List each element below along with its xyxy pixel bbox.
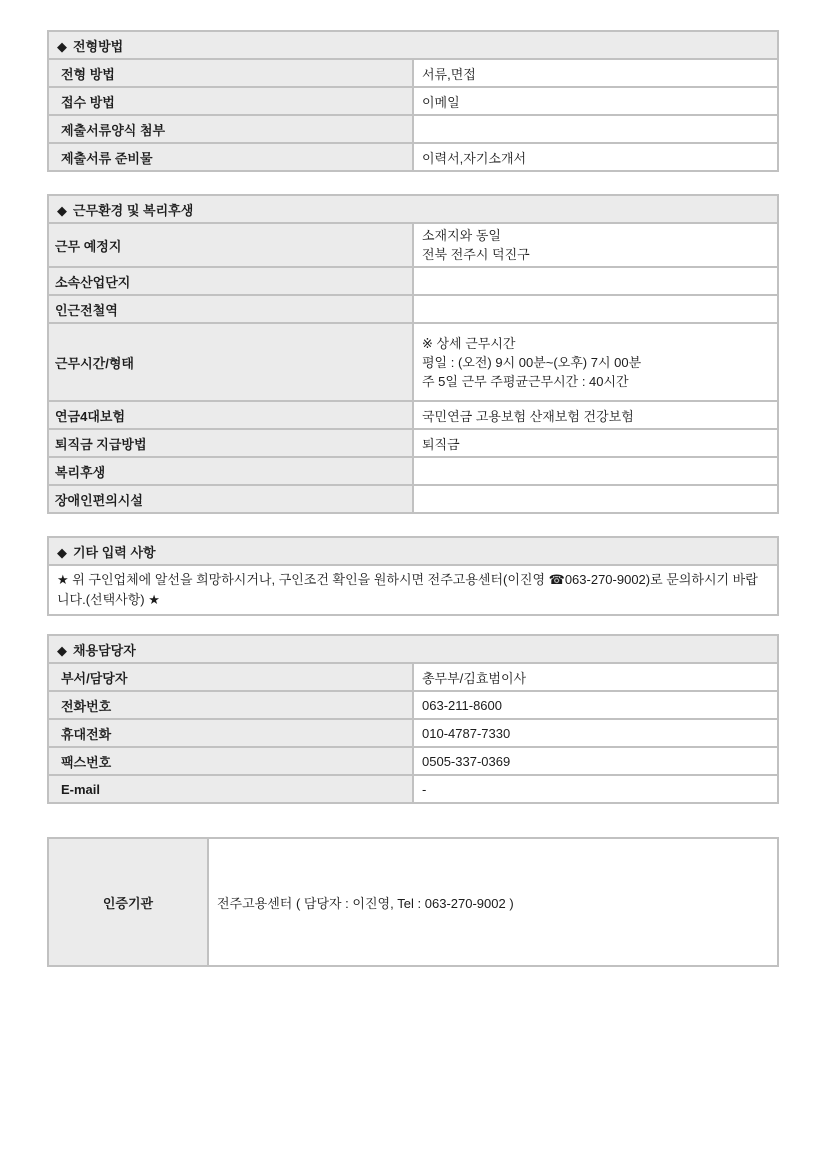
row-value [413, 267, 778, 295]
section-header-row [48, 31, 778, 59]
row-value [413, 323, 778, 401]
row-label: 퇴직금 지급방법 [48, 429, 413, 457]
row-value [413, 485, 778, 513]
table-row [48, 691, 778, 719]
row-value: 이력서,자기소개서 [413, 143, 778, 171]
section-header-row [48, 537, 778, 565]
value-line: ※ 상세 근무시간 [422, 335, 516, 351]
certification-table [47, 837, 779, 967]
row-value: 이메일 [413, 87, 778, 115]
diamond-bullet-icon: ◆ [57, 202, 67, 218]
diamond-bullet-icon: ◆ [57, 38, 67, 54]
section-header [48, 537, 778, 565]
note-text: ★ 위 구인업체에 알선을 희망하시거나, 구인조건 확인을 원하시면 전주고용센터(이진영 ☎063-270-9002)로 문의하시기 바랍니다.(선택사항) ★ [48, 565, 778, 615]
row-value: 퇴직금 [413, 429, 778, 457]
row-value: 063-211-8600 [413, 691, 778, 719]
value-line: 주 5일 근무 주평균근무시간 : 40시간 [422, 373, 629, 389]
work-environment-table [47, 194, 779, 514]
row-label: 근무 예정지 [48, 223, 413, 267]
row-value [413, 115, 778, 143]
row-label: 인근전철역 [48, 295, 413, 323]
diamond-bullet-icon: ◆ [57, 642, 67, 658]
row-label: 소속산업단지 [48, 267, 413, 295]
table-row [48, 295, 778, 323]
row-label: 접수 방법 [48, 87, 413, 115]
section-header-row [48, 195, 778, 223]
row-label: 전형 방법 [48, 59, 413, 87]
row-value: - [413, 775, 778, 803]
table-row [48, 838, 778, 966]
section-header [48, 195, 778, 223]
row-label: 제출서류양식 첨부 [48, 115, 413, 143]
section-title: 기타 입력 사항 [73, 544, 156, 560]
recruiter-contact-table [47, 634, 779, 804]
row-value [413, 223, 778, 267]
table-row [48, 267, 778, 295]
table-row [48, 323, 778, 401]
row-value: 0505-337-0369 [413, 747, 778, 775]
table-row [48, 775, 778, 803]
value-line: 전북 전주시 덕진구 [422, 247, 530, 262]
value-line: 소재지와 동일 [422, 228, 501, 243]
row-value: 010-4787-7330 [413, 719, 778, 747]
table-row [48, 143, 778, 171]
row-label: 제출서류 준비물 [48, 143, 413, 171]
row-label: 연금4대보험 [48, 401, 413, 429]
table-row [48, 87, 778, 115]
diamond-bullet-icon: ◆ [57, 544, 67, 560]
row-label: 근무시간/형태 [48, 323, 413, 401]
table-row [48, 457, 778, 485]
table-row [48, 663, 778, 691]
value-line: 평일 : (오전) 9시 00분~(오후) 7시 00분 [422, 354, 642, 370]
table-row [48, 223, 778, 267]
row-label: 인증기관 [48, 838, 208, 966]
table-row [48, 115, 778, 143]
section-header-row [48, 635, 778, 663]
table-row [48, 59, 778, 87]
section-title: 전형방법 [73, 38, 124, 54]
row-label: 전화번호 [48, 691, 413, 719]
row-value: 총무부/김효범이사 [413, 663, 778, 691]
table-row [48, 429, 778, 457]
row-value: 전주고용센터 ( 담당자 : 이진영, Tel : 063-270-9002 ) [208, 838, 778, 966]
table-row [48, 719, 778, 747]
row-value [413, 457, 778, 485]
table-row [48, 485, 778, 513]
selection-method-table [47, 30, 779, 172]
section-header [48, 31, 778, 59]
row-label: 복리후생 [48, 457, 413, 485]
row-value: 국민연금 고용보험 산재보험 건강보험 [413, 401, 778, 429]
row-label: 팩스번호 [48, 747, 413, 775]
row-label: 부서/담당자 [48, 663, 413, 691]
section-title: 근무환경 및 복리후생 [73, 202, 194, 218]
extra-notes-table [47, 536, 779, 616]
row-label: 휴대전화 [48, 719, 413, 747]
table-row [48, 565, 778, 615]
row-value [413, 295, 778, 323]
row-label: 장애인편의시설 [48, 485, 413, 513]
row-value: 서류,면접 [413, 59, 778, 87]
section-header [48, 635, 778, 663]
section-title: 채용담당자 [73, 642, 136, 658]
table-row [48, 747, 778, 775]
row-label: E-mail [48, 775, 413, 803]
table-row [48, 401, 778, 429]
